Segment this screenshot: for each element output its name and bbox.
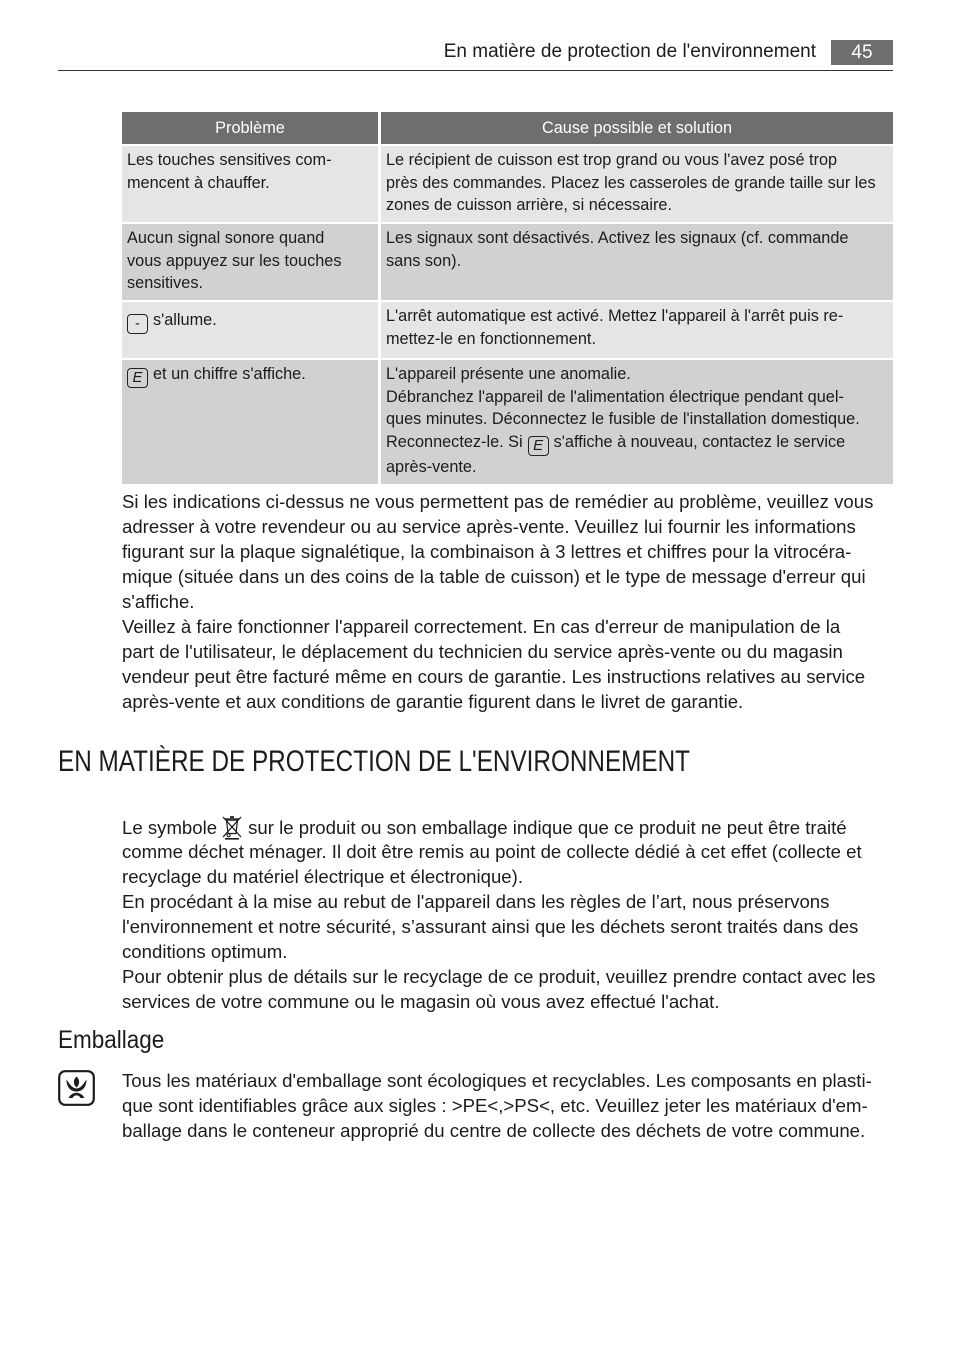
solution-text: Reconnectez-le. Si <box>386 432 523 451</box>
solution-cell <box>381 302 893 358</box>
problem-text: s'allume. <box>153 311 217 329</box>
body-text-line: ballage dans le conteneur approprié du centre de collecte des déchets de votre commune. <box>122 1120 866 1141</box>
problem-line: vous appuyez sur les touches <box>127 251 342 270</box>
subsection-heading: Emballage <box>58 1026 165 1054</box>
solution-line: Débranchez l'appareil de l'alimentation électrique pendant quel- <box>386 387 844 406</box>
solution-line: zones de cuisson arrière, si nécessaire. <box>386 196 672 214</box>
display-error-symbol: E <box>127 368 148 388</box>
problem-cell <box>122 146 378 222</box>
solution-line: sans son). <box>386 251 462 270</box>
header-rule <box>58 70 893 71</box>
body-text-line <box>122 814 875 839</box>
packaging-symbol-icon <box>58 1070 95 1106</box>
body-text-line: s'affiche. <box>122 591 195 612</box>
solution-cell <box>381 146 893 222</box>
page-number: 45 <box>831 40 893 65</box>
solution-line: mettez-le en fonctionnement. <box>386 329 596 348</box>
body-text-line: l'environnement et notre sécurité, s’assurant ainsi que les déchets seront traités dans des <box>122 916 859 937</box>
problem-line: mencent à chauffer. <box>127 173 270 192</box>
solution-cell <box>381 224 893 300</box>
packaging-text <box>122 1068 872 1143</box>
body-text-line: comme déchet ménager. Il doit être remis au point de collecte dédié à cet effet (collecte et <box>122 841 862 862</box>
crossed-out-wheelie-bin-icon <box>221 814 243 840</box>
problem-line: Aucun signal sonore quand <box>127 229 325 247</box>
body-text-line: conditions optimum. <box>122 941 288 962</box>
problem-line <box>127 363 373 388</box>
problem-cell <box>122 224 378 300</box>
body-text-line: recyclage du matériel électrique et électronique). <box>122 866 524 887</box>
solution-line: près des commandes. Placez les casseroles de grande taille sur les <box>386 173 876 192</box>
solution-text: s'affiche à nouveau, contactez le service <box>553 432 846 451</box>
body-text-line: après-vente et aux conditions de garantie figurent dans le livret de garantie. <box>122 691 744 712</box>
table-header-solution: Cause possible et solution <box>381 112 893 144</box>
problem-line <box>127 309 373 334</box>
solution-line: L'appareil présente une anomalie. <box>386 365 631 383</box>
body-text: Le symbole <box>122 817 218 838</box>
problem-text: et un chiffre s'affiche. <box>153 365 306 383</box>
body-text: sur le produit ou son emballage indique que ce produit ne peut être traité <box>248 817 847 838</box>
body-text-line: que sont identifiables grâce aux sigles : >PE<,>PS<, etc. Veuillez jeter les matériaux d'em- <box>122 1095 868 1116</box>
body-text-line: figurant sur la plaque signalétique, la combinaison à 3 lettres et chiffres pour la vitrocéra- <box>122 541 852 562</box>
display-dash-symbol: - <box>127 314 148 334</box>
troubleshooting-table <box>122 112 893 484</box>
solution-line: après-vente. <box>386 457 477 476</box>
problem-line: Les touches sensitives com- <box>127 151 332 169</box>
troubleshooting-note <box>122 489 873 714</box>
body-text-line: Tous les matériaux d'emballage sont écologiques et recyclables. Les composants en plasti- <box>122 1070 872 1091</box>
body-text-line: part de l'utilisateur, le déplacement du technicien du service après-vente ou du magasin <box>122 641 843 662</box>
solution-line: Les signaux sont désactivés. Activez les signaux (cf. commande <box>386 229 849 247</box>
problem-cell <box>122 360 378 484</box>
solution-line: L'arrêt automatique est activé. Mettez l'appareil à l'arrêt puis re- <box>386 307 844 325</box>
solution-line: ques minutes. Déconnectez le fusible de l'installation domestique. <box>386 410 860 428</box>
running-header-title: En matière de protection de l'environnement <box>443 41 816 62</box>
body-text-line: vendeur peut être facturé même en cours de garantie. Les instructions relatives au service <box>122 666 866 687</box>
table-header-problem: Problème <box>122 112 378 144</box>
body-text-line: mique (située dans un des coins de la table de cuisson) et le type de message d'erreur qui <box>122 566 866 587</box>
display-error-symbol: E <box>528 436 549 456</box>
body-text-line: services de votre commune ou le magasin où vous avez effectué l'achat. <box>122 991 720 1012</box>
body-text-line: Pour obtenir plus de détails sur le recyclage de ce produit, veuillez prendre contact avec les <box>122 966 876 987</box>
section-heading: EN MATIÈRE DE PROTECTION DE L'ENVIRONNEMENT <box>58 745 691 778</box>
body-text-line: adresser à votre revendeur ou au service après-vente. Veuillez lui fournir les informations <box>122 516 856 537</box>
solution-line <box>386 431 888 456</box>
body-text-line: Veillez à faire fonctionner l'appareil correctement. En cas d'erreur de manipulation de la <box>122 616 841 637</box>
environment-text <box>122 814 875 1014</box>
body-text-line: Si les indications ci-dessus ne vous permettent pas de remédier au problème, veuillez vous <box>122 491 874 512</box>
solution-line: Le récipient de cuisson est trop grand ou vous l'avez posé trop <box>386 151 838 169</box>
problem-cell <box>122 302 378 358</box>
body-text-line: En procédant à la mise au rebut de l'appareil dans les règles de l’art, nous préservons <box>122 891 830 912</box>
problem-line: sensitives. <box>127 274 204 292</box>
solution-cell <box>381 360 893 484</box>
